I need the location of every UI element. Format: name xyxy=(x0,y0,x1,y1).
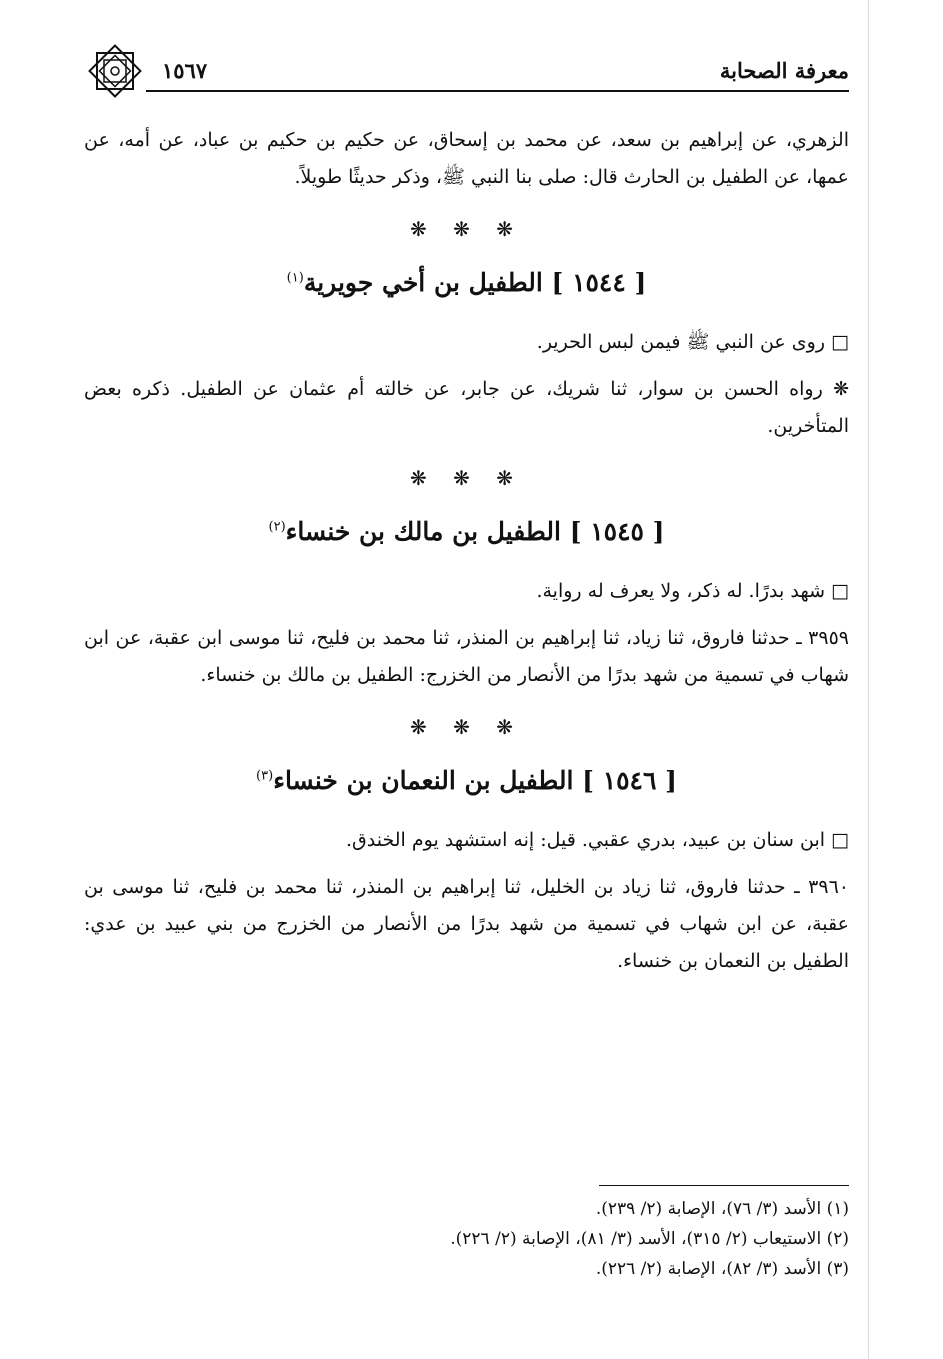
footnote-3: (٣) الأسد (٣/ ٨٢)، الإصابة (٢/ ٢٢٦). xyxy=(595,1258,849,1279)
section-separator: ❋ ❋ ❋ xyxy=(410,714,523,739)
section-separator: ❋ ❋ ❋ xyxy=(410,465,523,490)
entry-heading-1545 xyxy=(84,508,849,557)
book-title: معرفة الصحابة xyxy=(719,58,849,83)
entry-heading-text: [ ١٥٤٦ ] الطفيل بن النعمان بن خنساء xyxy=(273,765,677,795)
header-rule xyxy=(146,90,849,92)
page-number: ١٥٦٧ xyxy=(162,58,208,83)
main-text xyxy=(84,122,849,990)
footnote-rule xyxy=(599,1185,849,1186)
footnote-marker: (٣) xyxy=(256,768,274,784)
footnote-1: (١) الأسد (٣/ ٧٦)، الإصابة (٢/ ٢٣٩). xyxy=(595,1199,849,1219)
entry-heading-1544 xyxy=(84,259,849,308)
entry-1546-note: □ ابن سنان بن عبيد، بدري عقبي. قيل: إنه استشهد يوم الخندق. xyxy=(346,828,849,851)
entry-1544-note: □ روى عن النبي ﷺ فيمن لبس الحرير. xyxy=(536,330,849,353)
footnote-2: (٢) الاستيعاب (٢/ ٣١٥)، الأسد (٣/ ٨١)، الإصابة (٢/ ٢٢٦). xyxy=(450,1228,849,1249)
footnote-marker: (١) xyxy=(286,270,304,286)
footnotes xyxy=(84,1195,849,1284)
octagram-ornament-icon xyxy=(84,40,146,102)
intro-paragraph: الزهري، عن إبراهيم بن سعد، عن محمد بن إسحاق، عن حكيم بن حكيم بن عباد، عن أمه، عن عمها، عن الطفيل بن الحارث قال: صلى بنا النبي ﷺ، وذكر حديثًا طويلاً. xyxy=(84,129,849,189)
entry-1544-narration: ❋ رواه الحسن بن سوار، ثنا شريك، عن جابر، عن خالته أم عثمان عن الطفيل. ذكره بعض المتأخرين. xyxy=(84,377,849,437)
hadith-3959: ٣٩٥٩ ـ حدثنا فاروق، ثنا زياد، ثنا إبراهيم بن المنذر، ثنا محمد بن فليح، ثنا موسى ابن عقبة، عن ابن شهاب في تسمية من شهد بدرًا من الأنصار من الخزرج: الطفيل بن مالك بن خنساء. xyxy=(84,626,849,686)
entry-heading-text: [ ١٥٤٤ ] الطفيل بن أخي جويرية xyxy=(303,268,647,298)
section-separator: ❋ ❋ ❋ xyxy=(410,217,523,242)
entry-heading-1546 xyxy=(84,757,849,806)
entry-heading-text: [ ١٥٤٥ ] الطفيل بن مالك بن خنساء xyxy=(285,516,665,546)
footnote-marker: (٢) xyxy=(268,519,286,535)
page-edge-line xyxy=(868,0,869,1359)
entry-1545-note: □ شهد بدرًا. له ذكر، ولا يعرف له رواية. xyxy=(536,579,849,602)
hadith-3960: ٣٩٦٠ ـ حدثنا فاروق، ثنا زياد بن الخليل، ثنا إبراهيم بن المنذر، ثنا محمد بن فليح، ثنا موسى بن عقبة، عن ابن شهاب في تسمية من شهد بدرًا من الأنصار من الخزرج من بني عبيد بن عدي: الطفيل بن النعمان بن خنساء. xyxy=(84,875,849,972)
running-header xyxy=(84,52,849,100)
